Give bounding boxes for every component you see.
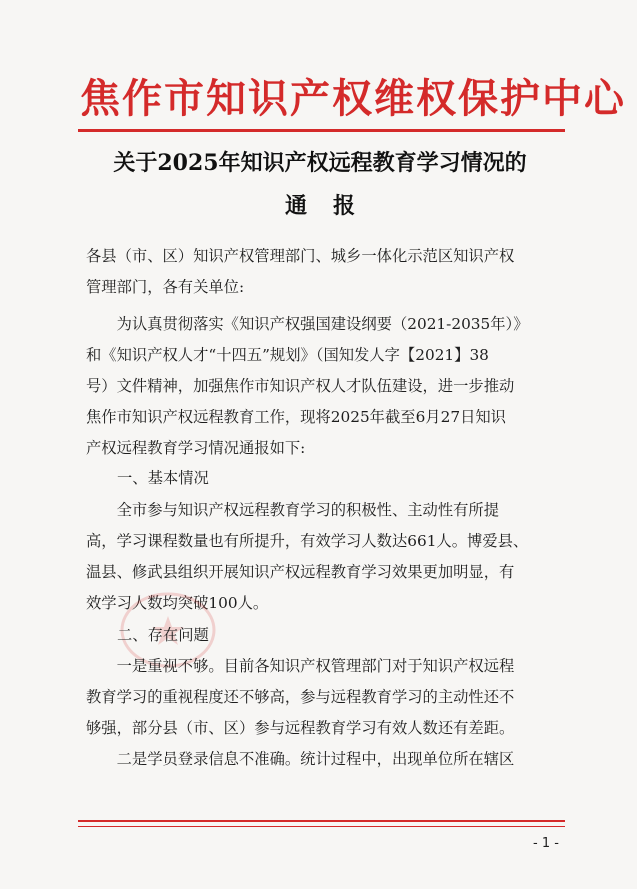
header-red-rule <box>78 129 565 132</box>
intro-line: 号）文件精神，加强焦作市知识产权人才队伍建设，进一步推动 <box>86 377 515 395</box>
footer-red-rule-thin <box>78 826 565 827</box>
intro-line: 为认真贯彻落实《知识产权强国建设纲要（2021-2035年）》 <box>86 315 529 333</box>
salutation-line: 各县（市、区）知识产权管理部门、城乡一体化示范区知识产权 <box>86 247 515 265</box>
intro-line: 焦作市知识产权远程教育工作，现将2025年截至6月27日知识 <box>86 408 506 426</box>
document-title-line1: 关于2025年知识产权远程教育学习情况的 <box>113 150 527 176</box>
section2-line: 够强，部分县（市、区）参与远程教育学习有效人数还有差距。 <box>86 719 515 737</box>
salutation-line: 管理部门，各有关单位: <box>86 278 245 296</box>
page-number: - 1 - <box>533 836 559 851</box>
intro-line: 和《知识产权人才“十四五”规划》（国知发人字【2021】38 <box>86 346 489 364</box>
section1-line: 温县、修武县组织开展知识产权远程教育学习效果更加明显，有 <box>86 563 515 581</box>
section1-line: 全市参与知识产权远程教育学习的积极性、主动性有所提 <box>86 501 500 519</box>
section2-line: 教育学习的重视程度还不够高，参与远程教育学习的主动性还不 <box>86 688 515 706</box>
section2-line: 二是学员登录信息不准确。统计过程中，出现单位所在辖区 <box>86 750 515 768</box>
intro-line: 产权远程教育学习情况通报如下: <box>86 439 306 457</box>
footer-red-rule <box>78 820 565 822</box>
document-title-line2: 通报 <box>284 193 381 219</box>
organization-header: 焦作市知识产权维权保护中心 <box>80 75 626 122</box>
section2-line: 一是重视不够。目前各知识产权管理部门对于知识产权远程 <box>86 657 515 675</box>
section1-line: 高，学习课程数量也有所提升，有效学习人数达661人。博爱县、 <box>86 532 529 550</box>
section-heading-basic: 一、基本情况 <box>117 469 209 487</box>
section1-line: 效学习人数均突破100人。 <box>86 594 269 612</box>
section-heading-problems: 二、存在问题 <box>117 626 209 644</box>
